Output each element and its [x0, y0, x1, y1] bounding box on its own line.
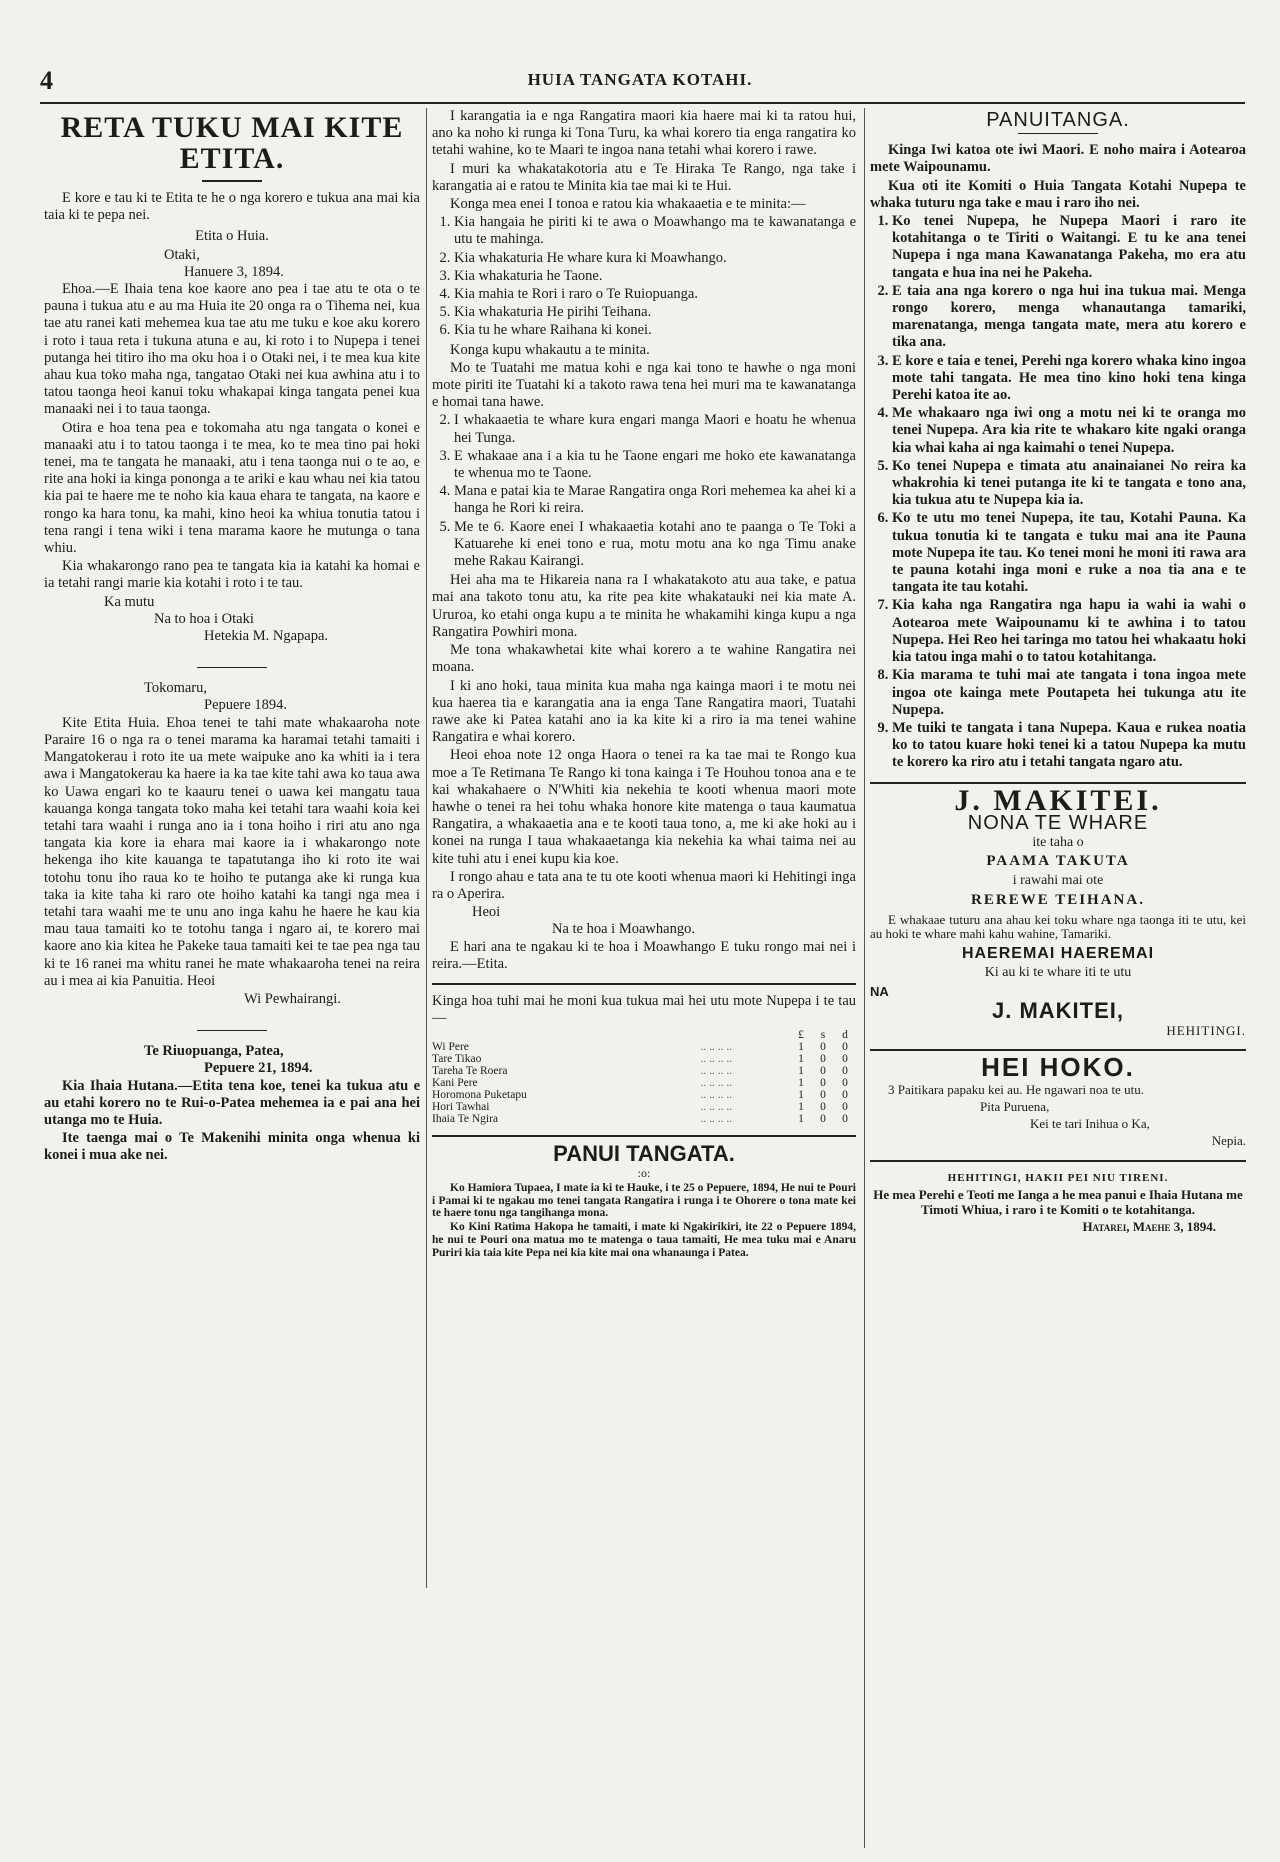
page-header [40, 66, 1240, 96]
donor-name: Hori Tawhai [432, 1101, 490, 1114]
hei-hoko-signature: Pita Puruena, [980, 1098, 1050, 1114]
amount-pence: 0 [842, 1053, 848, 1066]
table-row: Kani Pere .. .. .. .. 1 0 0 [432, 1077, 856, 1089]
list-item: 1. Ko tenei Nupepa, he Nupepa Maori i raro ite kotahitanga o te Tiriti o Waitangi. E tu ke ana tenei Nupepa i nga mana Kawanatanga Pakeha, mo era atu tangata e hua ina nei he Pakeha. [892, 213, 1246, 282]
imprint-text: He mea Perehi e Teoti me Ianga a he mea panui e Ihaia Hutana me Timoti Whiua, i raro i te Komiti o te kotahitanga. [873, 1186, 1243, 1217]
table-row: Wi Pere .. .. .. .. 1 0 0 [432, 1041, 856, 1053]
advert-line: PAAMA TAKUTA [986, 853, 1130, 870]
letter1-closing: Ka mutu [104, 593, 155, 610]
column-header: £ [798, 1029, 804, 1042]
letter3-place: Te Riuopuanga, Patea, [144, 1043, 284, 1060]
amount-shillings: 0 [820, 1077, 826, 1090]
hui-paragraph: I muri ka whakatakotoria atu e Te Hiraka Te Rango, nga take i karangatia ai e ratou te Minita kia tae mai ki te Hui. [432, 160, 856, 194]
imprint-date: Hatarei, Maehe 3, 1894. [1082, 1218, 1216, 1234]
advert-na: NA [870, 984, 889, 1000]
list-item: 4. Me whakaaro nga iwi ong a motu nei ki te oranga mo tenei Nupepa. Ara kia rite te whakaro kite ngaki oranga kia whai kaha ai nga kaimahi o tenei Nupepa. [892, 405, 1246, 457]
answers-list [432, 412, 856, 570]
list-item: 2. I whakaaetia te whare kura engari manga Maori e hoatu he whenua hei Tunga. [454, 412, 856, 446]
list-item: 5. Me te 6. Kaore enei I whakaaetia kotahi ano te paanga o Te Toki a Katuarehe ki enei tono e rua, motu motu ana ko nga Timu anake mehe Rakau Kairangi. [454, 519, 856, 571]
advert-line: i rawahi mai ote [1012, 873, 1104, 889]
amount-pence: 0 [842, 1089, 848, 1102]
list-item: 9. Me tuiki te tangata i tana Nupepa. Kaua e rukea noatia ko to tatou kuare hoki tenei ki a tatou Nupepa ka mutu te korero ka riro atu i tetahi tangata ngaro atu. [892, 720, 1246, 772]
letter1-place: Otaki, [164, 246, 200, 263]
list-item: 3. Kia whakaturia he Taone. [454, 268, 856, 285]
table-row: Tare Tikao .. .. .. .. 1 0 0 [432, 1053, 856, 1065]
column-divider [426, 108, 427, 1588]
list-item: 1. Kia hangaia he piriti ki te awa o Moawhango ma te kawanatanga e utu te mahinga. [454, 214, 856, 248]
hei-hoko-signature: Kei te tari Inihua o Ka, [1030, 1116, 1150, 1132]
panuitanga-list [870, 213, 1246, 772]
letter1-paragraph: Ehoa.—E Ihaia tena koe kaore ano pea i tae atu te ota o te pauna i tukua atu e au ma Huia ite 20 onga ra o Tihema nei, kua tae atu ranei kati mehemea kua tae atu me tuku e koe aku korero i roto i taua reta i tukuna atuna e au, ki roto i to Nupepa i tenei putanga hei titiro iho ma oku hoa i o Otaki nei, i te mea kua kite ahau kua toko maha nga, tangatao Otaki nei kua awhina atu i to tatou taonga heoi kanui toku whakapai kinga tangata penei kua manaaki nei i to taua taonga. [44, 281, 420, 418]
panui-divider: :o: [637, 1165, 651, 1180]
amount-shillings: 0 [820, 1065, 826, 1078]
list-item: 5. Kia whakaturia He pirihi Teihana. [454, 304, 856, 321]
amount-pounds: 1 [798, 1041, 804, 1054]
editor-disclaimer: E kore e tau ki te Etita te he o nga korero e tukua ana mai kia taia ki te pepa nei. [44, 190, 420, 224]
amount-pence: 0 [842, 1041, 848, 1054]
hei-hoko-body: 3 Paitikara papaku kei au. He ngawari noa te utu. [888, 1081, 1144, 1097]
column-divider [864, 108, 865, 1848]
amount-shillings: 0 [820, 1041, 826, 1054]
advert-signature: J. MAKITEI, [991, 998, 1124, 1024]
section-rule [197, 667, 267, 668]
page-number: 4 [40, 66, 53, 95]
advert-body: E whakaae tuturu ana ahau kei toku whare nga taonga iti te utu, kei au hoki te whare mahi kahu wahine, Tamariki. [870, 911, 1246, 941]
advert-line: ite taha o [1032, 834, 1084, 850]
list-item: 8. Kia marama te tuhi mai ate tangata i tona ingoa mete ingoa ote kainga mete Poutapeta hei tukunga atu ite Nupepa. [892, 667, 1246, 719]
hui-paragraph: Konga kupu whakautu a te minita. [450, 341, 650, 358]
list-item: 2. Kia whakaturia He whare kura ki Moawhango. [454, 250, 856, 267]
letter1-paragraph: Otira e hoa tena pea e tokomaha atu nga tangata o konei e manaaki atu i to tatou taonga i te mea, ko te mea tino pai hoki tenei, ma te tangata he manaaki, atu i tena taonga nui o te ao, e rite ana hoki ia kinga pononga a te ariki e kau whau nei kia tatou kia pai te haere me te noho kia kaua ehara te tangata, na kaore e rongo ka hara tonu, ka mahi, kino heoi ka whiua tonutia tatou i tena rangi i tena wiki i tena marama kaore he mutunga o tana whiu. [44, 419, 420, 557]
advert-haeremai: HAEREMAI HAEREMAI [961, 944, 1155, 962]
donor-name: Tareha Te Roera [432, 1065, 508, 1078]
hui-paragraph: Mo te Tuatahi me matua kohi e nga kai tono te hawhe o nga moni mote piriti ite Tuatahi ki a takoto rawa tena hei muri ma te kawanatanga e homai tana hawe. [432, 359, 856, 411]
hui-heoi: Heoi [472, 904, 501, 921]
table-row: Hori Tawhai .. .. .. .. 1 0 0 [432, 1101, 856, 1113]
letter2-paragraph: Kite Etita Huia. Ehoa tenei te tahi mate whakaaroha note Paraire 16 o nga ra o tenei marama ka haramai tetahi tamaiti i Mangatokerau i roto ite ua mete waipuke ano ka whiti ia i tera awa i Mangatokerau ka haere ia ka tae kite tahi awa ko taua awa ko Uawa engari ko te kaauru tenei o uawa kei mangatu taua kauanga konga tangata toko maha kei tetahi tara waahi koia kei tetahi tara waahi i runga ano ia i tona hoiho i riri atu ano nga tangata kia kore ia ehara mai kaore ia i whakarongo note hekenga iho kite kauanga te tapatutanga iho ki roto ite wai totohu tonu iho raua ko te hoiho te putanga ake ki runga kua taka ia kite taha ki raro ote hoiho katahi ka tangi nga mea i tetahi tara waahi me te unu ano inga kahu he haere he kau kia mau taua tamaiti ko te totohu tanga i ngaro ai, te korero mai kaore ano kia kitea he Pakeke taua tamaiti kei te tae pea nga tau ki te 16 ranei ma whitu ranei he mate whakaaroha tenei na reira au i mea ai kia Panuitia. Heoi [44, 714, 420, 989]
letter1-signature: Hetekia M. Ngapapa. [204, 628, 329, 645]
amount-pounds: 1 [798, 1077, 804, 1090]
amount-shillings: 0 [820, 1101, 826, 1114]
table-header-row [432, 1029, 856, 1041]
letter1-signoff: Na to hoa i Otaki [154, 610, 254, 627]
hui-paragraph: I karangatia ia e nga Rangatira maori kia haere mai ki ta ratou hui, ano ka noho ki runga ki Tona Turu, ka whai korero tia enga rangatira ko tetahi wahine, ko te Maari te ingoa nana tetahi whai korero i rawe. [432, 108, 856, 159]
hui-paragraph: I rongo ahau e tata ana te tu ote kooti whenua maori ki Hehitingi inga ra o Aperira. [432, 868, 856, 902]
amount-shillings: 0 [820, 1089, 826, 1102]
list-item: 4. Kia mahia te Rori i raro o Te Ruiopuanga. [454, 286, 856, 303]
hui-paragraph: I ki ano hoki, taua minita kua maha nga kainga maori i te motu nei kua haerea tia e karangatia ana ia enga Tane Rangatira maori, Tuatahi rawe ake ki Patea katahi ano ia ka kite ki a riro ia ma tenei wahine Rangatira e whai korero. [432, 677, 856, 746]
table-row: Ihaia Te Ngira .. .. .. .. 1 0 0 [432, 1113, 856, 1125]
list-item: 6. Ko te utu mo tenei Nupepa, ite tau, Kotahi Pauna. Ka tukua tonutia ki te tangata e tuku mai ana ite Pauna mote Nupepa ite tau. Ko tenei moni he moni iti rawa ara te pauna kotahi inga moni e ruke a noa tia ana e te tangata ite tau kotahi. [892, 510, 1246, 596]
section-rule [197, 1030, 267, 1031]
column-header: d [842, 1029, 848, 1042]
advert-town: HEHITINGI. [1166, 1022, 1246, 1038]
panui-tangata-title: PANUI TANGATA. [553, 1141, 735, 1167]
donor-name: Horomona Puketapu [432, 1089, 527, 1102]
editor-note: E hari ana te ngakau ki te hoa i Moawhango E tuku rongo mai nei i reira.—Etita. [432, 938, 856, 972]
amount-pounds: 1 [798, 1065, 804, 1078]
list-item: 3. E whakaae ana i a kia tu he Taone engari me hoko ete kawanatanga te whenua mo te Taone. [454, 448, 856, 482]
panuitanga-intro: Kinga Iwi katoa ote iwi Maori. E noho maira i Aotearoa mete Waipounamu. [870, 142, 1246, 176]
hui-paragraph: Konga mea enei I tonoa e ratou kia whakaaetia e te minita:— [450, 196, 806, 213]
letter3-paragraph: Kia Ihaia Hutana.—Etita tena koe, tenei ka tukua atu e au etahi korero no te Rui-o-Patea mehemea ia e pai ana hei utanga mo te Huia. [44, 1077, 420, 1128]
advert-line: Ki au ki te whare iti te utu [984, 964, 1132, 980]
list-item: 2. E taia ana nga korero o nga hui ina tukua mai. Menga rongo korero, menga whanautanga tamariki, marenatanga, menga tangata mate, mera atu korero e tika ana. [892, 283, 1246, 352]
letter1-paragraph: Kia whakarongo rano pea te tangata kia ia katahi ka homai e ia tetahi rangi marie kia kotahi i roto i te tau. [44, 558, 420, 592]
advert-line: NONA TE WHARE [967, 811, 1149, 834]
letter2-date: Pepuere 1894. [204, 697, 287, 714]
letters-title: RETA TUKU MAI KITE ETITA. [60, 111, 404, 175]
donations-heading: Kinga hoa tuhi mai he moni kua tukua mai hei utu mote Nupepa i te tau— [432, 992, 856, 1027]
amount-pounds: 1 [798, 1113, 804, 1126]
death-notice: Ko Hamiora Tupaea, I mate ia ki te Hauke, i te 25 o Pepuere, 1894, He nui te Pouri i Pamai ki te ngakau mo tenei tangata Rangatira i runga i te Ohorere o tona mate kei te haere tonu nga tangihanga mona. [432, 1181, 856, 1220]
panuitanga-intro: Kua oti ite Komiti o Huia Tangata Kotahi Nupepa te whaka tuturu nga take e mau i raro iho nei. [870, 177, 1246, 211]
hui-paragraph: Hei aha ma te Hikareia nana ra I whakatakoto atu aua take, e patua mai ana takoto tonu atu, ka rite pea kite whakatauki nei kia mate A. Ururoa, ko etahi onga kupu a te minita he whakamihi kinga kupu a nga Rangatira Powhiri mona. [432, 572, 856, 640]
column-right [870, 108, 1246, 1848]
list-item: 3. E kore e taia e tenei, Perehi nga korero whaka kino ingoa mote tahi tangata. He mea tino kino hoki tena kinga Perehi katoa ite ao. [892, 353, 1246, 405]
requests-list [432, 214, 856, 339]
column-left [44, 108, 420, 1858]
masthead: HUIA TANGATA KOTAHI. [527, 70, 753, 89]
table-row: Horomona Puketapu .. .. .. .. 1 0 0 [432, 1089, 856, 1101]
amount-pounds: 1 [798, 1101, 804, 1114]
title-rule [202, 180, 262, 182]
hei-hoko-title: HEI HOKO. [981, 1051, 1135, 1082]
section-rule [432, 983, 856, 985]
list-item: 4. Mana e patai kia te Marae Rangatira onga Rori mehemea ka ahei ki a hanga he Rori ki reira. [454, 483, 856, 517]
hei-hoko-signature: Nepia. [1211, 1133, 1246, 1149]
section-rule [432, 1135, 856, 1137]
letter3-paragraph: Ite taenga mai o Te Makenihi minita onga whenua ki konei i mua ake nei. [44, 1130, 420, 1164]
amount-pence: 0 [842, 1065, 848, 1078]
panuitanga-title: PANUITANGA. [986, 109, 1130, 131]
death-notice: Ko Kini Ratima Hakopa he tamaiti, i mate ki Ngakirikiri, ite 22 o Pepuere 1894, he nui te Pouri ona matua mo te matenga o taua tamaiti, He mea tuku mai e Anaru Puriri kia taia kite Pepa nei kia kite mai ona whanaunga i Patea. [432, 1221, 856, 1259]
amount-pounds: 1 [798, 1089, 804, 1102]
amount-pence: 0 [842, 1077, 848, 1090]
donations-table [432, 1029, 856, 1125]
table-row: Tareha Te Roera .. .. .. .. 1 0 0 [432, 1065, 856, 1077]
column-middle [432, 108, 856, 1848]
donor-name: Kani Pere [432, 1077, 478, 1090]
imprint-place: HEHITINGI, HAKII PEI NIU TIRENI. [947, 1171, 1169, 1184]
list-item: 7. Kia kaha nga Rangatira nga hapu ia wahi ia wahi o Aotearoa mete Waipounamu ki te awhina i to tatou Nupepa. Hei Reo hei taringa mo tatou hei whakaatu hoki kia tatou inga mahi o to tatou kotahitanga. [892, 597, 1246, 666]
title-rule [1018, 133, 1098, 134]
section-rule [870, 1160, 1246, 1162]
header-rule [40, 102, 1245, 104]
hui-paragraph: Me tona whakawhetai kite whai korero a te wahine Rangatira nei moana. [432, 642, 856, 676]
amount-pence: 0 [842, 1101, 848, 1114]
letter3-date: Pepuere 21, 1894. [204, 1060, 313, 1077]
donor-name: Ihaia Te Ngira [432, 1113, 499, 1126]
section-rule [870, 1049, 1246, 1051]
list-item: 6. Kia tu he whare Raihana ki konei. [454, 322, 856, 339]
letter2-place: Tokomaru, [144, 680, 208, 697]
letter1-salutation: Etita o Huia. [195, 228, 269, 245]
amount-pence: 0 [842, 1113, 848, 1126]
hui-signature: Na te hoa i Moawhango. [552, 921, 695, 938]
letter1-date: Hanuere 3, 1894. [184, 263, 284, 280]
donor-name: Wi Pere [432, 1041, 469, 1054]
amount-shillings: 0 [820, 1053, 826, 1066]
column-header: s [820, 1029, 826, 1042]
letter2-signature: Wi Pewhairangi. [244, 990, 341, 1007]
amount-shillings: 0 [820, 1113, 826, 1126]
donor-name: Tare Tikao [432, 1053, 482, 1066]
advert-line: REREWE TEIHANA. [971, 891, 1145, 908]
list-item: 5. Ko tenei Nupepa e timata atu anainaianei No reira ka whakrohia ki tenei putanga ite ki te tangata e tono ana, kia tukua atu te Nupepa kia ia. [892, 458, 1246, 510]
hui-paragraph: Heoi ehoa note 12 onga Haora o tenei ra ka tae mai te Rongo kua moe a Te Retimana Te Rango ki tona kainga i Te Houhou tonoa ana e te kai whakahaere o N'Whiti kia nekehia te kooti whenua maori mote hawhe o tenei ra hei tohu whaka honore kite matenga o taua kaumatua Rangatira, a whakaaetia ana e te kooti taua tono, a, me ki ake hoki au i konei na runga I taua whakaaetanga kia nekehia ka whai taima nei au kite tuhi atu i enei kupu kia koe. [432, 747, 856, 867]
advert-name: J. MAKITEI. [954, 783, 1162, 817]
amount-pounds: 1 [798, 1053, 804, 1066]
